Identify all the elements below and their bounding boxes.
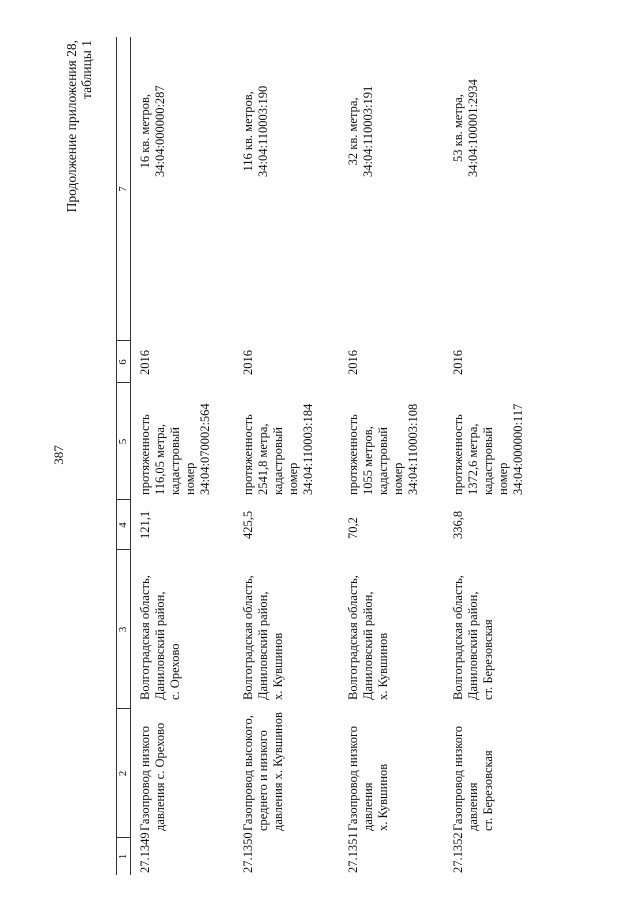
row-1-year: 2016 — [138, 350, 152, 375]
row-2-year: 2016 — [241, 350, 255, 375]
row-2-address: Волгоградская область, Даниловский район, х. Кувшинов — [241, 575, 285, 700]
row-4-value: 336,8 — [451, 510, 465, 539]
row-3-year: 2016 — [346, 350, 360, 375]
row-1-details: протяженность 116,05 метра, кадастровый номер 34:04:070002:564 — [138, 403, 212, 495]
row-2-value: 425,5 — [241, 510, 255, 539]
row-2-name: Газопровод высокого, среднего и низкого давления х. Кувшинов — [241, 712, 285, 831]
continuation-caption — [64, 40, 94, 212]
row-3-details: протяженность 1055 метров, кадастровый номер 34:04:110003:108 — [346, 403, 420, 495]
row-2-details: протяженность 2541,8 метра, кадастровый номер 34:04:110003:184 — [241, 403, 315, 495]
row-4-address: Волгоградская область, Даниловский район, ст. Березовская — [451, 575, 495, 700]
column-header-2: 2 — [117, 770, 129, 777]
continuation-line-1: Продолжение приложения 28, — [64, 40, 79, 213]
row-4-year: 2016 — [451, 350, 465, 375]
row-3-address: Волгоградская область, Даниловский район, х. Кувшинов — [346, 575, 390, 700]
row-1-value: 121,1 — [138, 510, 152, 539]
row-4-details: протяженность 1372,6 метра, кадастровый номер 34:04:000000:117 — [451, 403, 525, 495]
row-3-name: Газопровод низкого давления х. Кувшинов — [346, 725, 390, 831]
row-4-name: Газопровод низкого давления ст. Березовская — [451, 725, 495, 831]
register-table — [116, 37, 588, 875]
column-header-5: 5 — [117, 438, 129, 445]
continuation-line-2: таблицы 1 — [79, 40, 94, 99]
page-number: 387 — [51, 445, 66, 465]
column-header-1: 1 — [117, 853, 129, 860]
column-header-6: 6 — [117, 359, 129, 365]
row-4-number: 27.1352 — [451, 832, 465, 873]
row-1-number: 27.1349 — [138, 832, 152, 873]
column-header-3: 3 — [117, 626, 129, 633]
row-1-address: Волгоградская область, Даниловский район, с. Орехово — [138, 575, 182, 700]
row-2-number: 27.1350 — [241, 832, 255, 873]
row-1-name: Газопровод низкого давления с. Орехово — [138, 722, 167, 831]
row-1-area: 16 кв. метров, 34:04:000000:287 — [138, 85, 167, 177]
header-bottom-rule — [130, 37, 131, 875]
column-header-7: 7 — [117, 186, 129, 192]
row-2-area: 116 кв. метров, 34:04:110003:190 — [241, 85, 270, 177]
row-3-number: 27.1351 — [346, 832, 360, 873]
row-3-area: 32 кв. метра, 34:04:110003:191 — [346, 85, 375, 177]
row-4-area: 53 кв. метра, 34:04:100001:2934 — [451, 79, 480, 177]
column-header-4: 4 — [117, 522, 129, 528]
row-3-value: 70,2 — [346, 517, 360, 539]
